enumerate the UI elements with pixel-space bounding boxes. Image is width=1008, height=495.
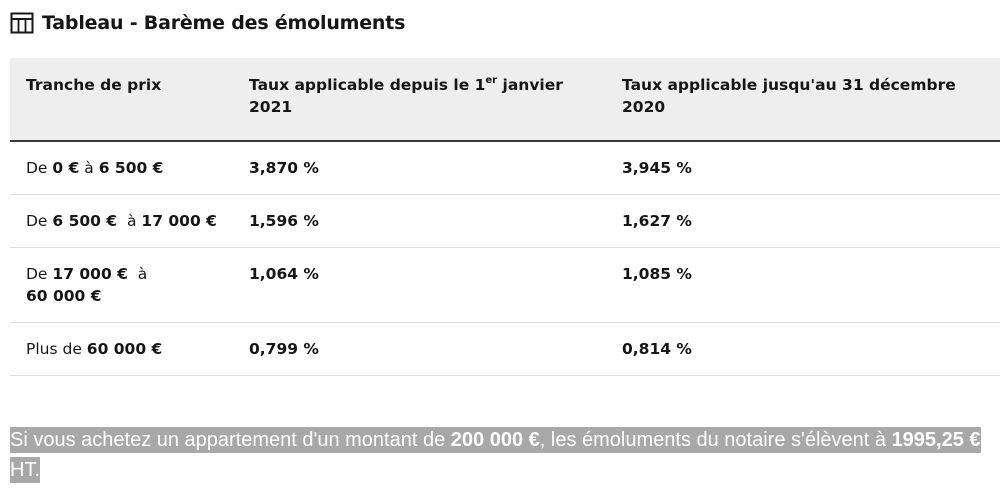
header-rate-2020: Taux applicable jusqu'au 31 décembre 2020 [606,58,1000,141]
header-price-range: Tranche de prix [10,58,233,141]
rate-2020-cell: 0,814 % [606,323,1000,376]
rate-2021-cell: 1,596 % [233,195,606,248]
price-range-cell: De 17 000 € à 60 000 € [10,248,233,323]
table-caption [10,10,405,36]
rate-2020-cell: 1,627 % [606,195,1000,248]
selected-text: Si vous achetez un appartement d'un montant de 200 000 €, les émoluments du notaire s'élèvent à 1995,25 € HT. [10,429,981,481]
table-title: Tableau - Barème des émoluments [42,12,406,34]
table-header-row [10,58,1000,141]
price-range-cell: Plus de 60 000 € [10,323,233,376]
price-range-cell: De 0 € à 6 500 € [10,141,233,195]
table-row [10,248,1000,323]
table-row [10,323,1000,376]
rate-2020-cell: 1,085 % [606,248,1000,323]
rate-2020-cell: 3,945 % [606,141,1000,195]
emoluments-table [10,58,1000,376]
table-row [10,141,1000,195]
rate-2021-cell: 0,799 % [233,323,606,376]
rate-2021-cell: 1,064 % [233,248,606,323]
price-range-cell: De 6 500 € à 17 000 € [10,195,233,248]
example-summary [10,425,990,485]
rate-2021-cell: 3,870 % [233,141,606,195]
table-row [10,195,1000,248]
header-rate-2021: Taux applicable depuis le 1er janvier 2021 [233,58,606,141]
header-sup: er [485,74,498,86]
table-icon [10,11,34,35]
